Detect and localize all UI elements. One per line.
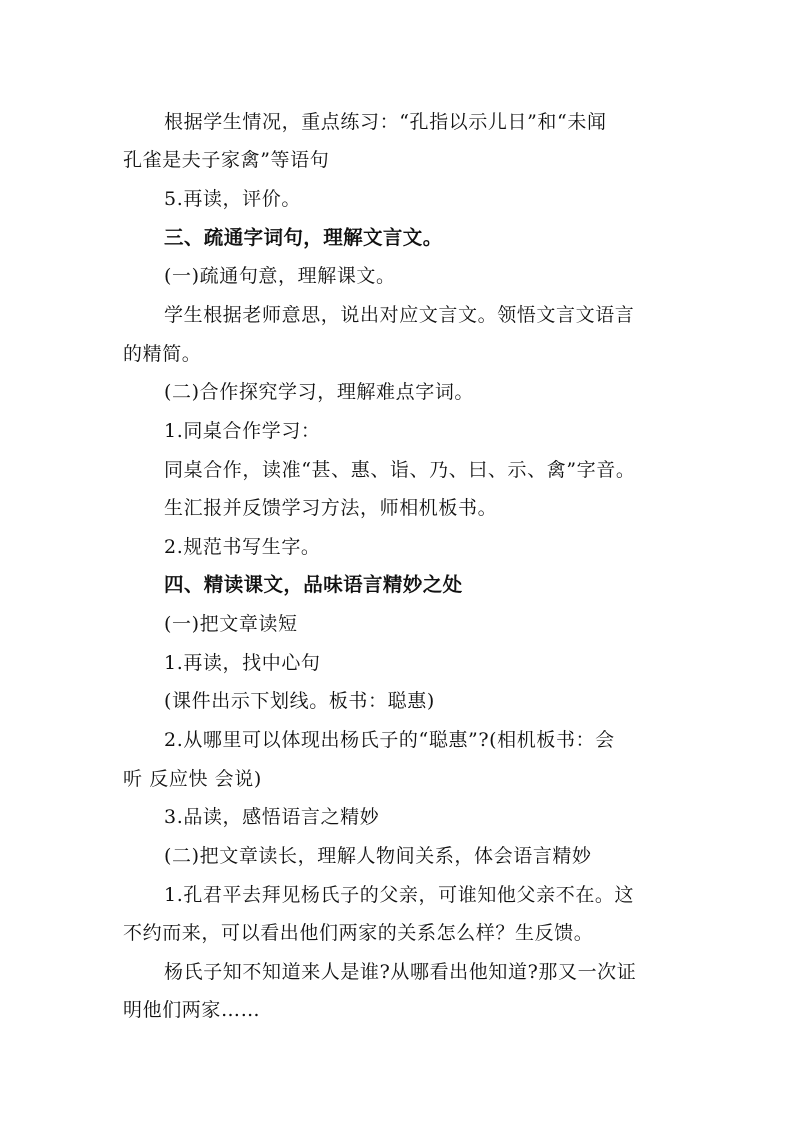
paragraph-line: 听 反应快 会说) <box>123 768 262 790</box>
subsection-heading: (二)合作探究学习，理解难点字词。 <box>164 381 475 403</box>
section-heading-3: 三、疏通字词句，理解文言文。 <box>164 226 443 249</box>
paragraph-line: 不约而来，可以看出他们两家的关系怎么样？生反馈。 <box>123 922 594 944</box>
paragraph-line: 1.孔君平去拜见杨氏子的父亲，可谁知他父亲不在。这 <box>164 884 635 906</box>
paragraph-line: 学生根据老师意思，说出对应文言文。领悟文言文语言 <box>164 304 635 326</box>
paragraph-line: 5.再读，评价。 <box>164 188 301 210</box>
paragraph-line: (课件出示下划线。板书：聪惠) <box>164 690 435 712</box>
paragraph-line: 孔雀是夫子家禽”等语句 <box>123 149 330 171</box>
paragraph-line: 杨氏子知不知道来人是谁?从哪看出他知道?那又一次证 <box>164 961 637 983</box>
paragraph-line: 同桌合作，读准“甚、惠、诣、乃、曰、示、禽”字音。 <box>164 459 636 481</box>
paragraph-line: 2.规范书写生字。 <box>164 536 321 558</box>
paragraph-line: 的精简。 <box>123 343 202 365</box>
paragraph-line: 明他们两家…… <box>123 999 261 1021</box>
section-heading-4: 四、精读课文，品味语言精妙之处 <box>164 573 463 596</box>
paragraph-line: 根据学生情况，重点练习：“孔指以示儿日”和“未闻 <box>164 111 607 133</box>
paragraph-line: 生汇报并反馈学习方法，师相机板书。 <box>164 497 498 519</box>
paragraph-line: 3.品读，感悟语言之精妙 <box>164 806 380 828</box>
subsection-heading: (一)把文章读短 <box>164 613 298 635</box>
paragraph-line: 2.从哪里可以体现出杨氏子的“聪惠”?(相机板书：会 <box>164 729 615 751</box>
paragraph-line: 1.再读，找中心句 <box>164 652 321 674</box>
paragraph-line: 1.同桌合作学习： <box>164 420 321 442</box>
subsection-heading: (二)把文章读长，理解人物间关系，体会语言精妙 <box>164 845 592 867</box>
subsection-heading: (一)疏通句意，理解课文。 <box>164 265 396 287</box>
